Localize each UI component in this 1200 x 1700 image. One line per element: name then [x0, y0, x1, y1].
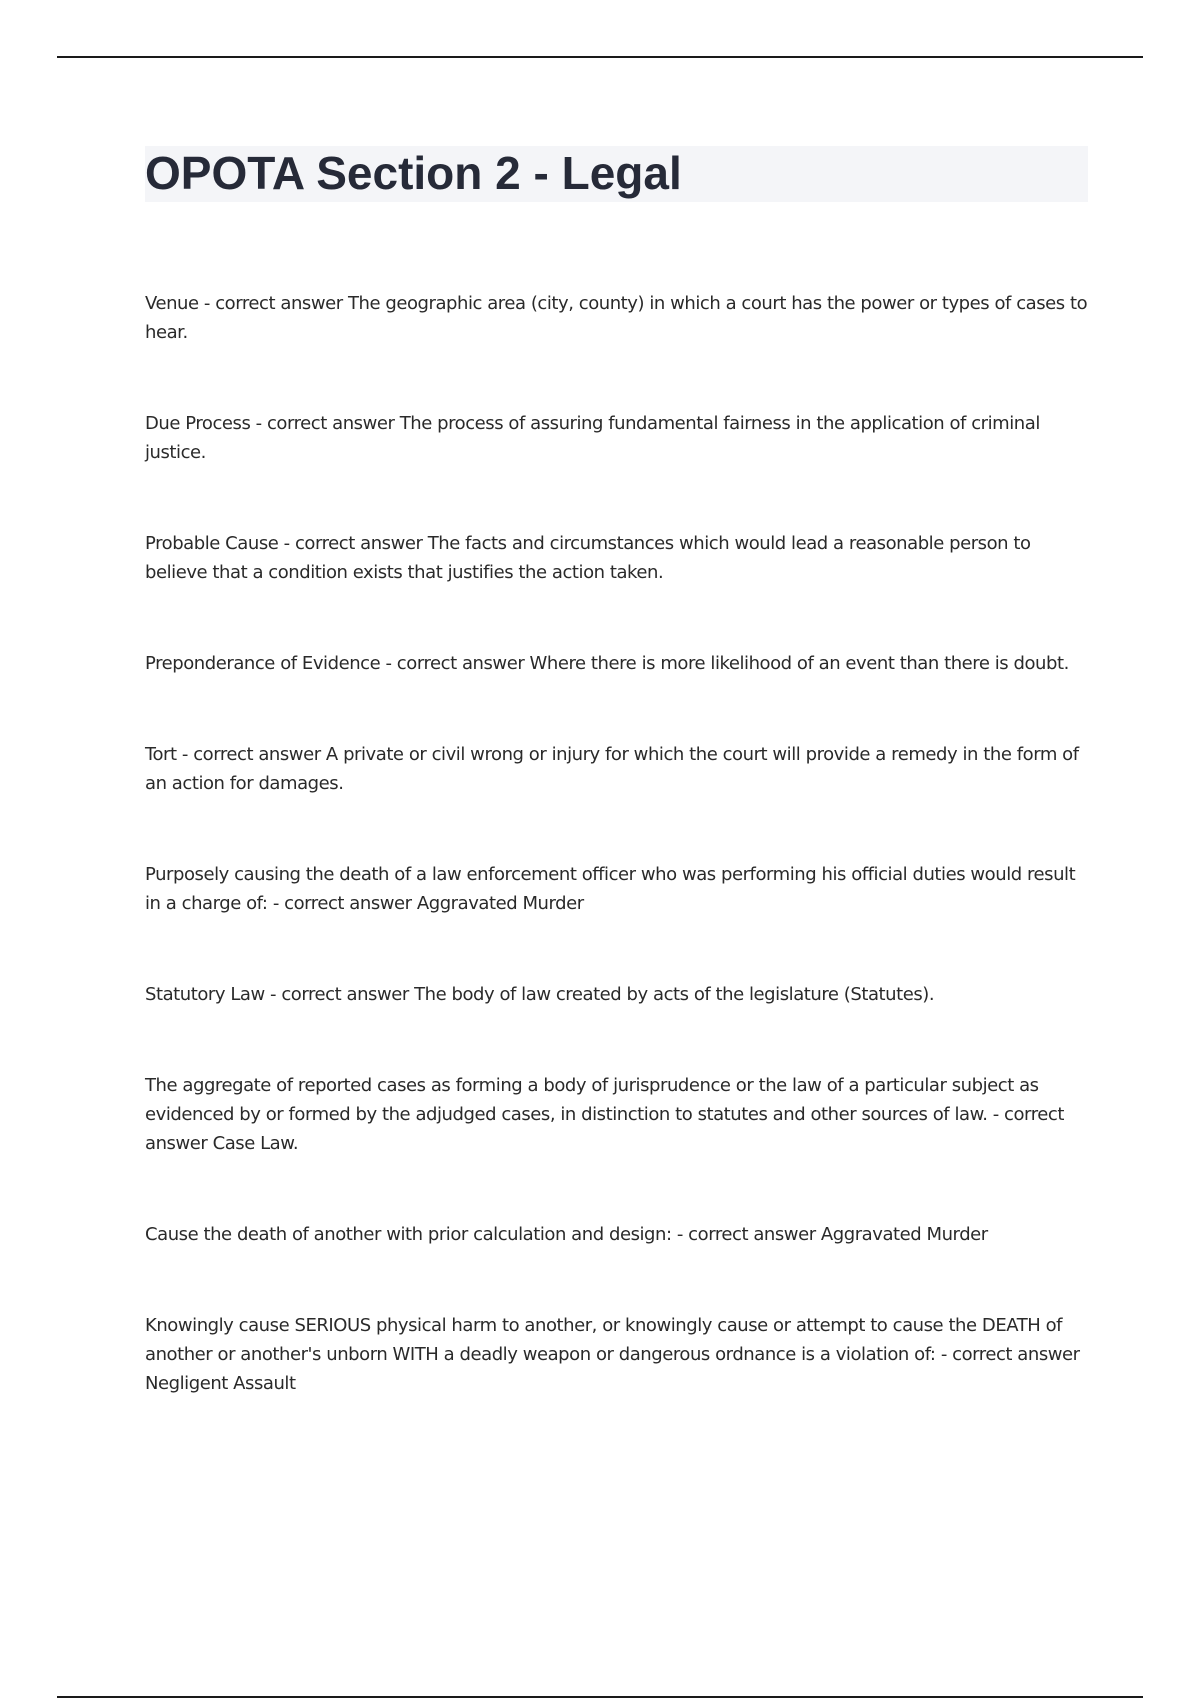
qa-item-officer-death: Purposely causing the death of a law enforcement officer who was performing his official duties would result in a charge of: - correct answer Aggravated Murder	[145, 864, 1076, 914]
bottom-rule	[57, 1696, 1143, 1698]
qa-list	[145, 289, 1091, 1460]
qa-item-prior-calculation: Cause the death of another with prior calculation and design: - correct answer Aggravated Murder	[145, 1224, 988, 1245]
qa-item-tort: Tort - correct answer A private or civil wrong or injury for which the court will provide a remedy in the form of an action for damages.	[145, 744, 1079, 794]
top-rule	[57, 56, 1143, 58]
qa-item-case-law: The aggregate of reported cases as forming a body of jurisprudence or the law of a particular subject as evidenced by or formed by the adjudged cases, in distinction to statutes and other sources of law. - correct answer Case Law.	[145, 1075, 1064, 1154]
qa-item-statutory-law: Statutory Law - correct answer The body of law created by acts of the legislature (Statutes).	[145, 984, 935, 1005]
qa-item-venue: Venue - correct answer The geographic area (city, county) in which a court has the power or types of cases to hear.	[145, 293, 1088, 343]
page-title: OPOTA Section 2 - Legal	[145, 147, 682, 199]
qa-item-preponderance: Preponderance of Evidence - correct answer Where there is more likelihood of an event than there is doubt.	[145, 653, 1069, 674]
qa-item-due-process: Due Process - correct answer The process of assuring fundamental fairness in the application of criminal justice.	[145, 413, 1040, 463]
qa-item-serious-harm: Knowingly cause SERIOUS physical harm to another, or knowingly cause or attempt to cause the DEATH of another or another's unborn WITH a deadly weapon or dangerous ordnance is a violation of: - correct answer Negligent Assault	[145, 1315, 1080, 1394]
qa-item-probable-cause: Probable Cause - correct answer The facts and circumstances which would lead a reasonable person to believe that a condition exists that justifies the action taken.	[145, 533, 1031, 583]
